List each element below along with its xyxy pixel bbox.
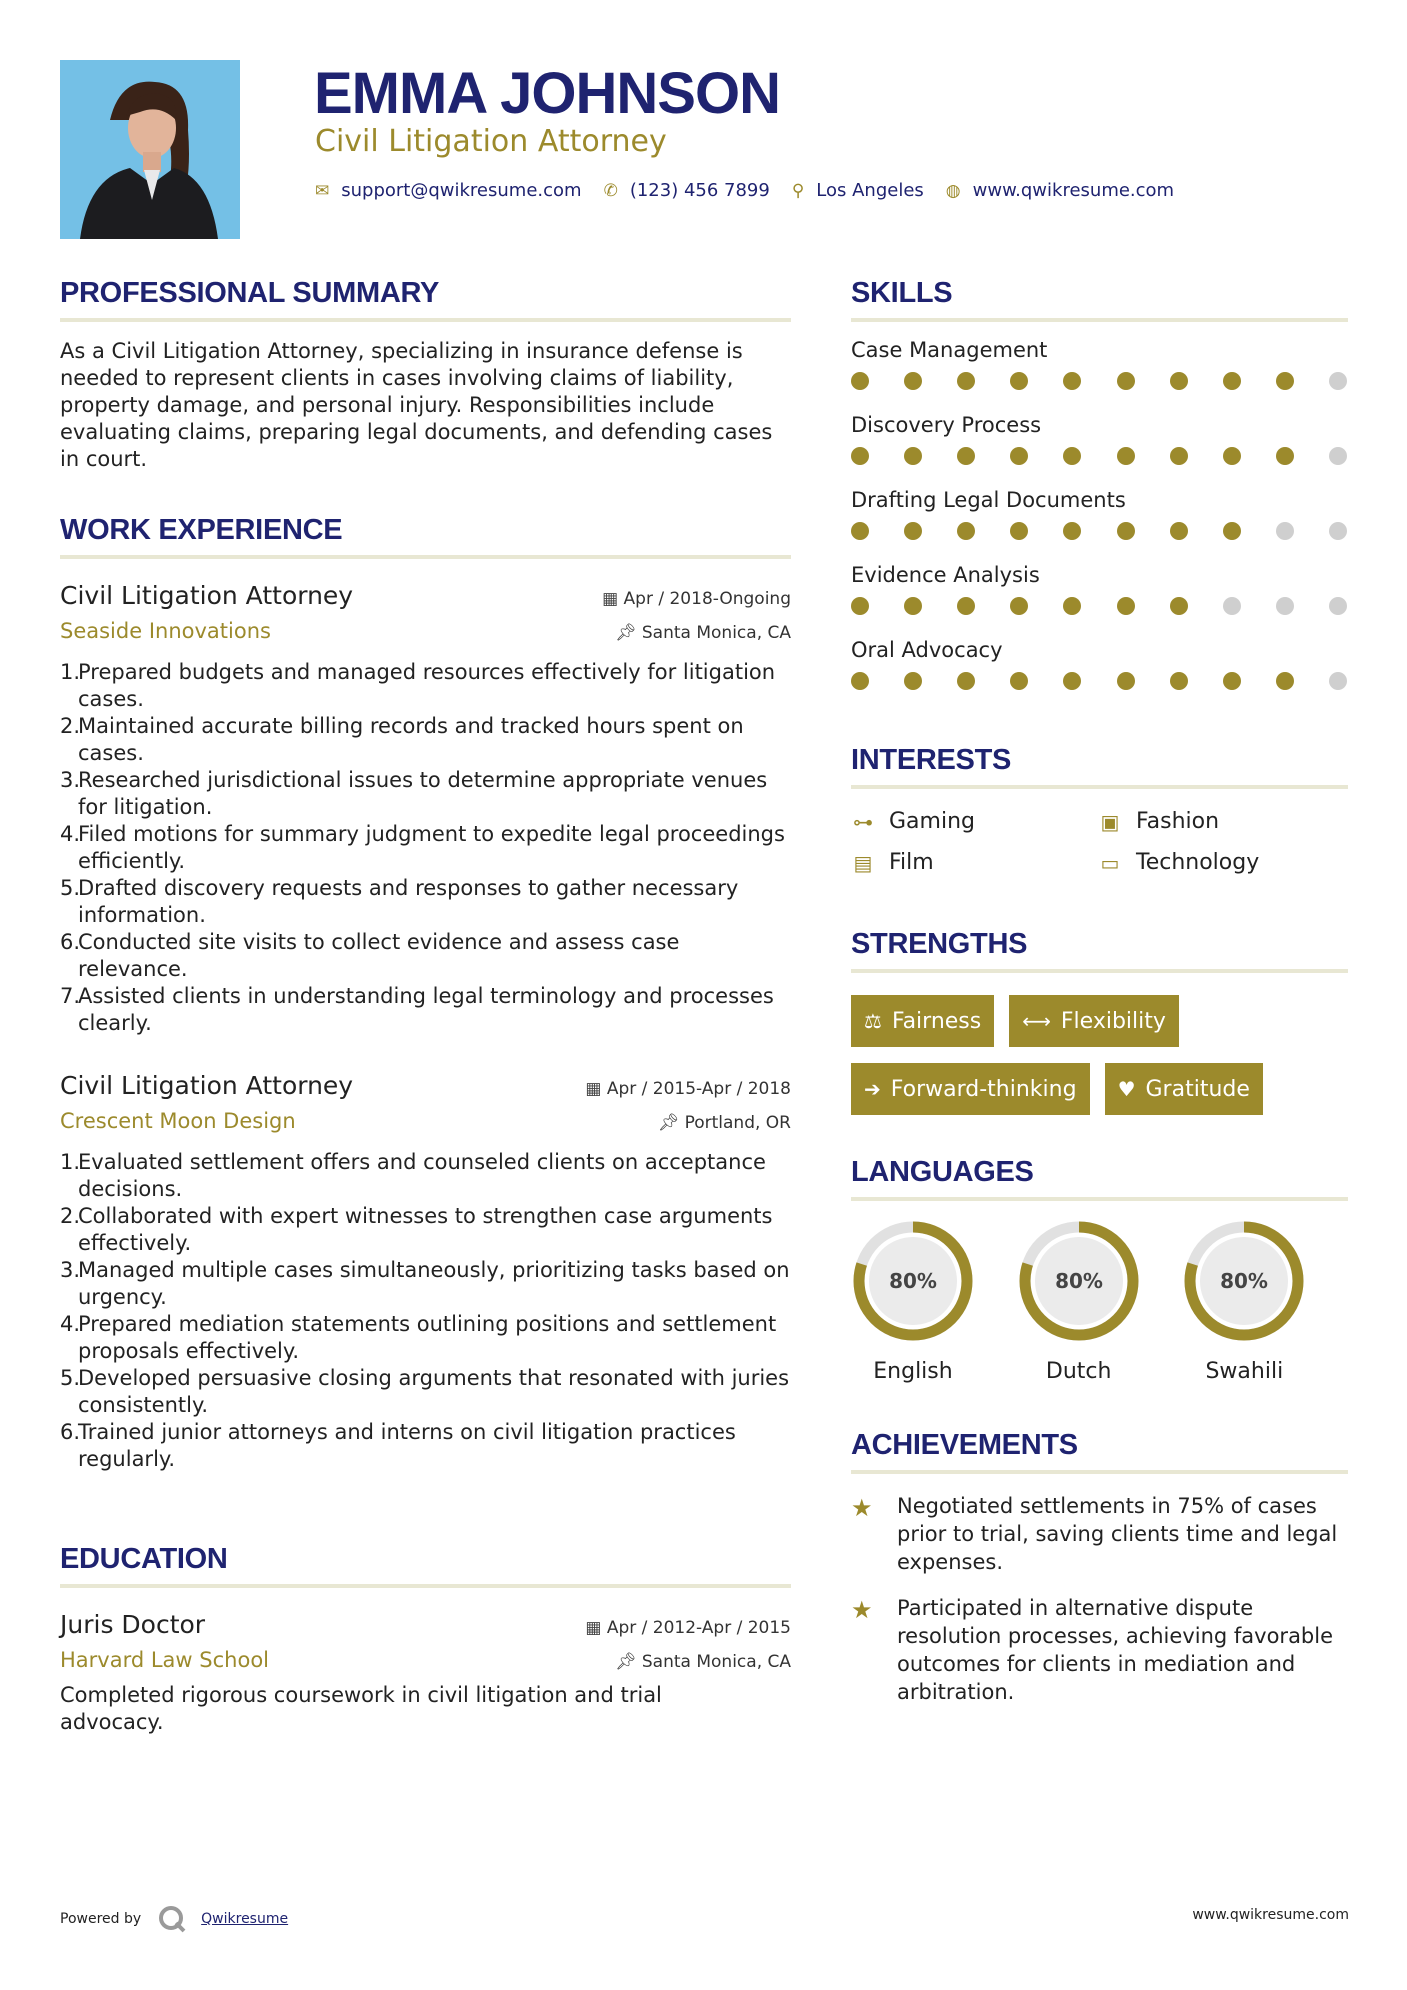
education-section [60,1543,791,1736]
skill-dot-filled [904,447,922,465]
section-title-strengths: STRENGTHS [851,928,1028,960]
section-title-summary: PROFESSIONAL SUMMARY [60,277,440,309]
languages-list [851,1219,1348,1384]
skill-dot-filled [1223,672,1241,690]
qwikresume-logo-icon [157,1904,187,1934]
language-item [1182,1219,1348,1384]
candidate-name: EMMA JOHNSON [314,61,780,126]
strength-tag: ⟷ Flexibility [1009,995,1179,1047]
list-item: 4. Filed motions for summary judgment to expedite legal proceedings efficiently. [60,822,785,873]
envelope-icon: ✉ [315,180,330,201]
job-location: 📌︎ Portland, OR [657,1113,791,1133]
pin-icon: 📌︎ [614,623,642,643]
education-entry [60,1610,791,1736]
arrows-horizontal-icon: ⟷ [1022,1009,1051,1033]
skill-dot-filled [1117,522,1135,540]
phone-text: (123) 456 7899 [629,180,770,201]
language-ring [1182,1219,1306,1343]
skill-name: Discovery Process [851,413,1042,437]
section-title-languages: LANGUAGES [851,1156,1034,1188]
job-company: Crescent Moon Design [60,1109,296,1133]
list-item: 6. Trained junior attorneys and interns on civil litigation practices regularly. [60,1420,736,1471]
skill-dot-filled [1063,447,1081,465]
location-text: Los Angeles [816,180,924,201]
list-item: 3. Researched jurisdictional issues to determine appropriate venues for litigation. [60,768,768,819]
skill-dot-filled [851,672,869,690]
job-company: Seaside Innovations [60,619,271,643]
section-divider [60,555,791,559]
language-ring [851,1219,975,1343]
skill-dot-filled [957,597,975,615]
shopping-bag-icon: ▣ [1100,809,1120,834]
skill-dot-filled [1170,447,1188,465]
skill-item [851,413,1348,488]
interest-item: ▣ Fashion [1098,809,1348,834]
section-divider [851,1470,1348,1474]
skill-item [851,563,1348,638]
skill-dot-empty [1276,597,1294,615]
pin-icon: 📌︎ [657,1113,685,1133]
achievement-item: ★ Participated in alternative dispute resolution processes, achieving favorable outcomes for clients in mediation and arbitration. [851,1596,1334,1704]
skill-dot-filled [904,597,922,615]
section-divider [851,785,1348,789]
skill-dot-empty [1329,447,1347,465]
list-item: 1. Prepared budgets and managed resources effectively for litigation cases. [60,660,776,711]
skill-dot-filled [1063,372,1081,390]
map-pin-icon: ⚲ [791,180,805,201]
work-section [60,514,791,1473]
interest-item: ▭ Technology [1098,850,1348,875]
arrow-right-icon: ➔ [864,1077,881,1101]
skill-rating [851,372,1347,390]
skill-dot-filled [1117,447,1135,465]
languages-section [851,1156,1348,1384]
skill-dot-filled [1223,447,1241,465]
skill-dot-filled [1117,672,1135,690]
skill-dot-filled [957,372,975,390]
skill-dot-filled [1117,372,1135,390]
skill-dot-filled [1117,597,1135,615]
footer-site-link[interactable]: www.qwikresume.com [1192,1907,1349,1923]
strength-tag: ♥ Gratitude [1105,1063,1263,1115]
job-date: ▦ Apr / 2018-Ongoing [602,589,791,609]
skill-dot-empty [1276,522,1294,540]
heart-icon: ♥ [1117,1077,1136,1101]
gamepad-icon: ⊶ [853,809,873,834]
section-title-skills: SKILLS [851,277,953,309]
skill-name: Drafting Legal Documents [851,488,1126,512]
school-name: Harvard Law School [60,1648,269,1672]
summary-text: As a Civil Litigation Attorney, specializing in insurance defense is needed to represent clients in cases involving claims of liability, property damage, and personal injury. Responsibilities include evaluating claims, preparing legal documents, and defending cases in court. [60,339,773,471]
skill-dot-filled [1276,447,1294,465]
skill-item [851,488,1348,563]
language-percent: 80% [889,1269,937,1293]
interest-item: ▤ Film [851,850,1098,875]
skill-name: Evidence Analysis [851,563,1040,587]
skill-dot-filled [904,522,922,540]
degree-title: Juris Doctor [60,1610,206,1639]
skill-name: Oral Advocacy [851,638,1003,662]
language-percent: 80% [1220,1269,1269,1293]
skill-dot-filled [1170,522,1188,540]
list-item: 1. Evaluated settlement offers and counseled clients on acceptance decisions. [60,1150,766,1201]
skill-dot-empty [1329,522,1347,540]
achievement-item: ★ Negotiated settlements in 75% of cases prior to trial, saving clients time and legal expenses. [851,1494,1338,1574]
list-item: 3. Managed multiple cases simultaneously, prioritizing tasks based on urgency. [60,1258,790,1309]
job-entry [60,1071,791,1473]
calendar-icon: ▦ [602,589,624,609]
skill-dot-empty [1329,372,1347,390]
skill-dot-empty [1329,597,1347,615]
profile-photo [60,60,240,239]
balance-scale-icon: ⚖ [864,1009,882,1033]
contact-bar [315,180,1196,201]
section-divider [851,318,1348,322]
section-title-education: EDUCATION [60,1543,228,1575]
skill-name: Case Management [851,338,1048,362]
list-item: 6. Conducted site visits to collect evidence and assess case relevance. [60,930,680,981]
strengths-tags [851,995,1348,1115]
skill-item [851,638,1348,713]
list-item: 2. Collaborated with expert witnesses to strengthen case arguments effectively. [60,1204,773,1255]
calendar-icon: ▦ [585,1618,607,1638]
contact-location [792,180,924,201]
interests-section [851,744,1348,875]
job-duties [60,1149,791,1473]
job-title: Civil Litigation Attorney [60,581,354,610]
powered-by-text: Powered by [60,1911,142,1927]
summary-section [60,277,791,473]
job-duties [60,659,791,1037]
skills-section [851,277,1348,713]
skill-rating [851,597,1347,615]
strength-tag: ⚖ Fairness [851,995,994,1047]
calendar-icon: ▦ [585,1079,607,1099]
skill-dot-filled [957,447,975,465]
section-divider [60,318,791,322]
job-entry [60,581,791,1037]
footer-powered-by [60,1904,288,1934]
skill-dot-filled [1223,372,1241,390]
language-name: Dutch [1045,1359,1112,1384]
skill-item [851,338,1348,413]
skill-dot-filled [1170,672,1188,690]
job-date: ▦ Apr / 2015-Apr / 2018 [585,1079,791,1099]
language-ring [1017,1219,1141,1343]
email-text: support@qwikresume.com [341,180,582,201]
list-item: 5. Developed persuasive closing arguments that resonated with juries consistently. [60,1366,790,1417]
skill-dot-filled [904,372,922,390]
interests-list [851,809,1348,875]
section-title-achievements: ACHIEVEMENTS [851,1429,1078,1461]
skill-dot-empty [1329,672,1347,690]
strength-tag: ➔ Forward-thinking [851,1063,1090,1115]
phone-icon: ✆ [603,180,618,201]
pin-icon: 📌︎ [614,1652,642,1672]
skill-dot-filled [1010,372,1028,390]
website-text: www.qwikresume.com [972,180,1175,201]
contact-phone[interactable] [604,180,770,201]
section-title-work: WORK EXPERIENCE [60,514,343,546]
achievements-section [851,1429,1348,1706]
section-title-interests: INTERESTS [851,744,1012,776]
skill-dot-filled [851,522,869,540]
skill-dot-filled [1276,672,1294,690]
skill-dot-filled [1063,597,1081,615]
skill-dot-filled [957,522,975,540]
star-icon: ★ [851,1596,873,1624]
language-item [1017,1219,1183,1384]
skill-dot-filled [851,372,869,390]
film-icon: ▤ [853,850,873,875]
section-divider [851,969,1348,973]
strengths-section [851,928,1348,1115]
skill-dot-filled [851,447,869,465]
footer-brand-link[interactable]: Qwikresume [201,1911,289,1927]
list-item: 7. Assisted clients in understanding legal terminology and processes clearly. [60,984,774,1035]
skill-dot-filled [1063,672,1081,690]
section-divider [851,1197,1348,1201]
star-icon: ★ [851,1494,873,1522]
contact-website[interactable] [946,180,1174,201]
skill-dot-filled [1010,447,1028,465]
section-divider [60,1584,791,1588]
language-item [851,1219,1017,1384]
list-item: 5. Drafted discovery requests and responses to gather necessary information. [60,876,739,927]
skill-dot-empty [1223,597,1241,615]
laptop-icon: ▭ [1100,850,1120,875]
job-location: 📌︎ Santa Monica, CA [614,623,791,643]
candidate-title: Civil Litigation Attorney [315,124,667,159]
education-location: 📌︎ Santa Monica, CA [614,1652,791,1672]
skills-list [851,338,1348,713]
interest-item: ⊶ Gaming [853,809,975,834]
education-date: ▦ Apr / 2012-Apr / 2015 [585,1618,791,1638]
skill-dot-filled [1223,522,1241,540]
education-text: Completed rigorous coursework in civil litigation and trial advocacy. [60,1683,662,1734]
language-name: English [873,1359,953,1384]
skill-dot-filled [1063,522,1081,540]
skill-dot-filled [1170,597,1188,615]
language-name: Swahili [1205,1359,1284,1384]
skill-dot-filled [1010,597,1028,615]
skill-rating [851,522,1347,540]
skill-rating [851,672,1347,690]
list-item: 2. Maintained accurate billing records and tracked hours spent on cases. [60,714,744,765]
language-percent: 80% [1054,1269,1103,1293]
skill-dot-filled [957,672,975,690]
skill-dot-filled [851,597,869,615]
globe-icon: ◍ [945,180,961,201]
skill-dot-filled [1170,372,1188,390]
skill-dot-filled [1276,372,1294,390]
skill-rating [851,447,1347,465]
contact-email[interactable] [315,180,582,201]
skill-dot-filled [1010,672,1028,690]
list-item: 4. Prepared mediation statements outlining positions and settlement proposals effectively. [60,1312,777,1363]
job-title: Civil Litigation Attorney [60,1071,354,1100]
skill-dot-filled [904,672,922,690]
skill-dot-filled [1010,522,1028,540]
